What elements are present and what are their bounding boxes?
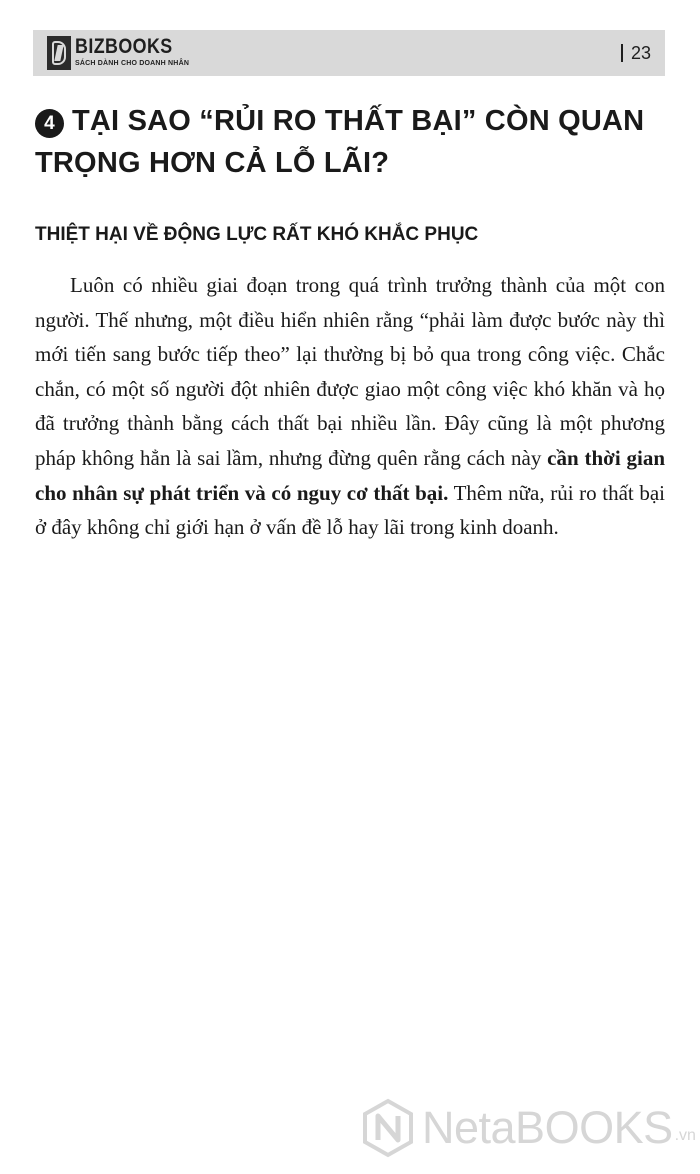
bizbooks-logo [47,36,190,70]
paragraph-bold-text: cần thời gian cho nhân sự phát triển và có nguy cơ thất bại. [35,445,666,505]
page-header [33,30,665,76]
paragraph-text-start: Luôn có nhiều giai đoạn trong quá trình trưởng thành của một con người. Thế nhưng, một điều hiển nhiên rằng “phải làm được bước này thì mới tiến sang bước tiếp theo” lại thường bị bỏ qua trong công việc. Chắc chắn, có một số người đột nhiên được giao một công việc khó khăn và họ đã trưởng thành bằng cách thất bại nhiều lần. Đây cũng là một phương pháp không hẳn là sai lầm, nhưng đừng quên rằng cách này [35,273,665,470]
watermark-text: NetaBOOKS [422,1102,673,1153]
netabooks-logo-icon [362,1098,414,1158]
netabooks-watermark [362,1098,696,1158]
body-paragraph [35,268,665,545]
chapter-heading [35,100,675,184]
page-number-value: 23 [630,43,651,63]
page-number [621,42,651,64]
bizbooks-logo-icon [47,36,71,70]
section-heading: THIỆT HẠI VỀ ĐỘNG LỰC RẤT KHÓ KHẮC PHỤC [35,224,479,245]
logo-text [75,36,190,68]
chapter-number-badge: 4 [35,109,64,138]
brand-name: BIZBOOKS [75,35,173,58]
paragraph-text-end: Thêm nữa, rủi ro thất bại ở đây không chỉ giới hạn ở vấn đề lỗ hay lãi trong kinh doanh. [35,480,665,540]
page-number-divider [621,44,623,62]
watermark-suffix: .vn [674,1127,696,1144]
chapter-title: TẠI SAO “RỦI RO THẤT BẠI” CÒN QUAN TRỌNG HƠN CẢ LỖ LÃI? [35,105,645,179]
brand-tagline: SÁCH DÀNH CHO DOANH NHÂN [75,60,190,67]
